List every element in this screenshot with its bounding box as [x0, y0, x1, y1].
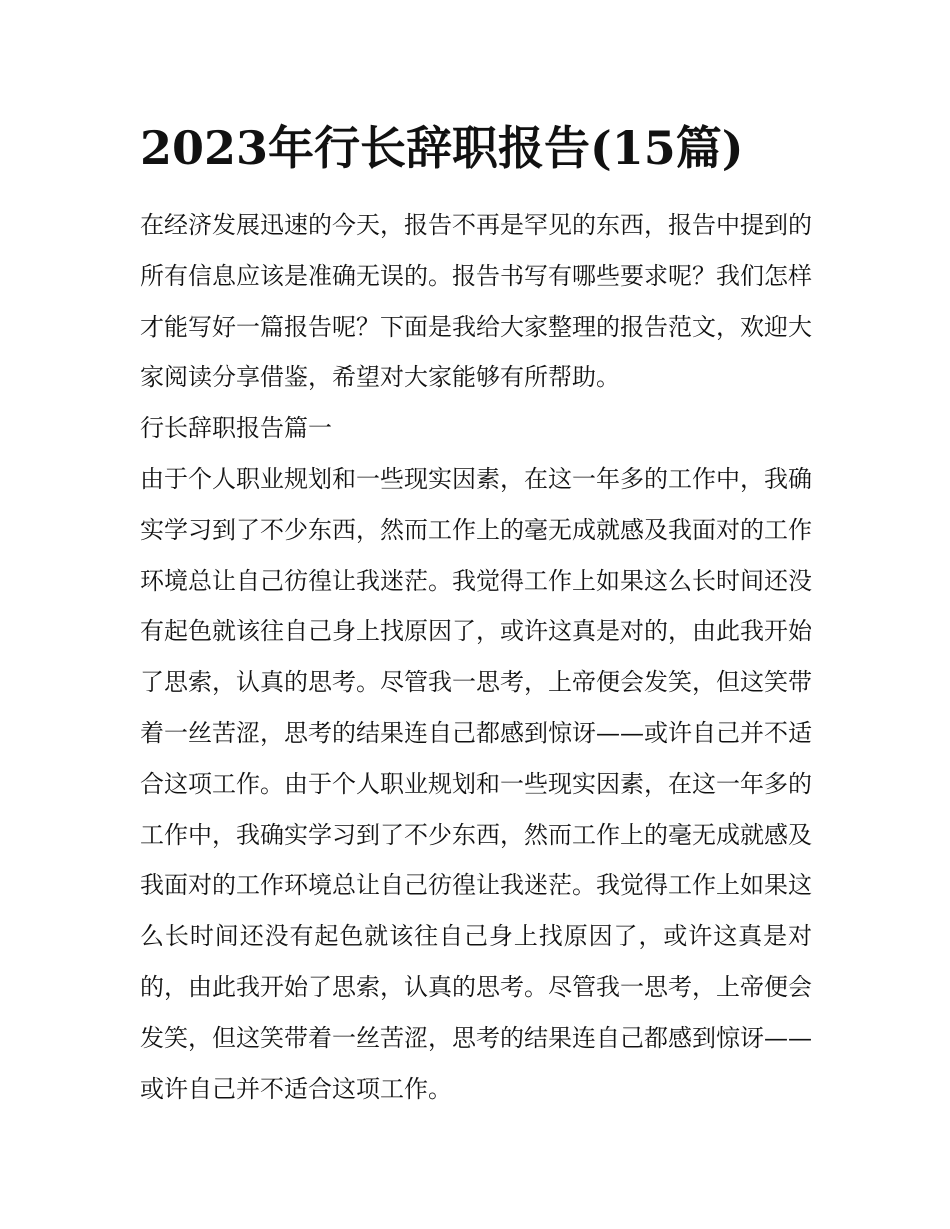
section-heading: 行长辞职报告篇一 [140, 414, 332, 443]
section-paragraph: 由于个人职业规划和一些现实因素，在这一年多的工作中，我确实学习到了不少东西，然而工作上的毫无成就感及我面对的工作环境总让自己彷徨让我迷茫。我觉得工作上如果这么长时间还没有起色就该往自己身上找原因了，或许这真是对的，由此我开始了思索，认真的思考。尽管我一思考，上帝便会发笑，但这笑带着一丝苦涩，思考的结果连自己都感到惊讶——或许自己并不适合这项工作。由于个人职业规划和一些现实因素，在这一年多的工作中，我确实学习到了不少东西，然而工作上的毫无成就感及我面对的工作环境总让自己彷徨让我迷茫。我觉得工作上如果这么长时间还没有起色就该往自己身上找原因了，或许这真是对的，由此我开始了思索，认真的思考。尽管我一思考，上帝便会发笑，但这笑带着一丝苦涩，思考的结果连自己都感到惊讶——或许自己并不适合这项工作。 [140, 464, 812, 1103]
document-page [140, 112, 812, 1114]
document-title: 2023年行长辞职报告(15篇) [140, 121, 744, 175]
intro-paragraph: 在经济发展迅速的今天，报告不再是罕见的东西，报告中提到的所有信息应该是准确无误的。报告书写有哪些要求呢？我们怎样才能写好一篇报告呢？下面是我给大家整理的报告范文，欢迎大家阅读分享借鉴，希望对大家能够有所帮助。 [140, 211, 812, 392]
